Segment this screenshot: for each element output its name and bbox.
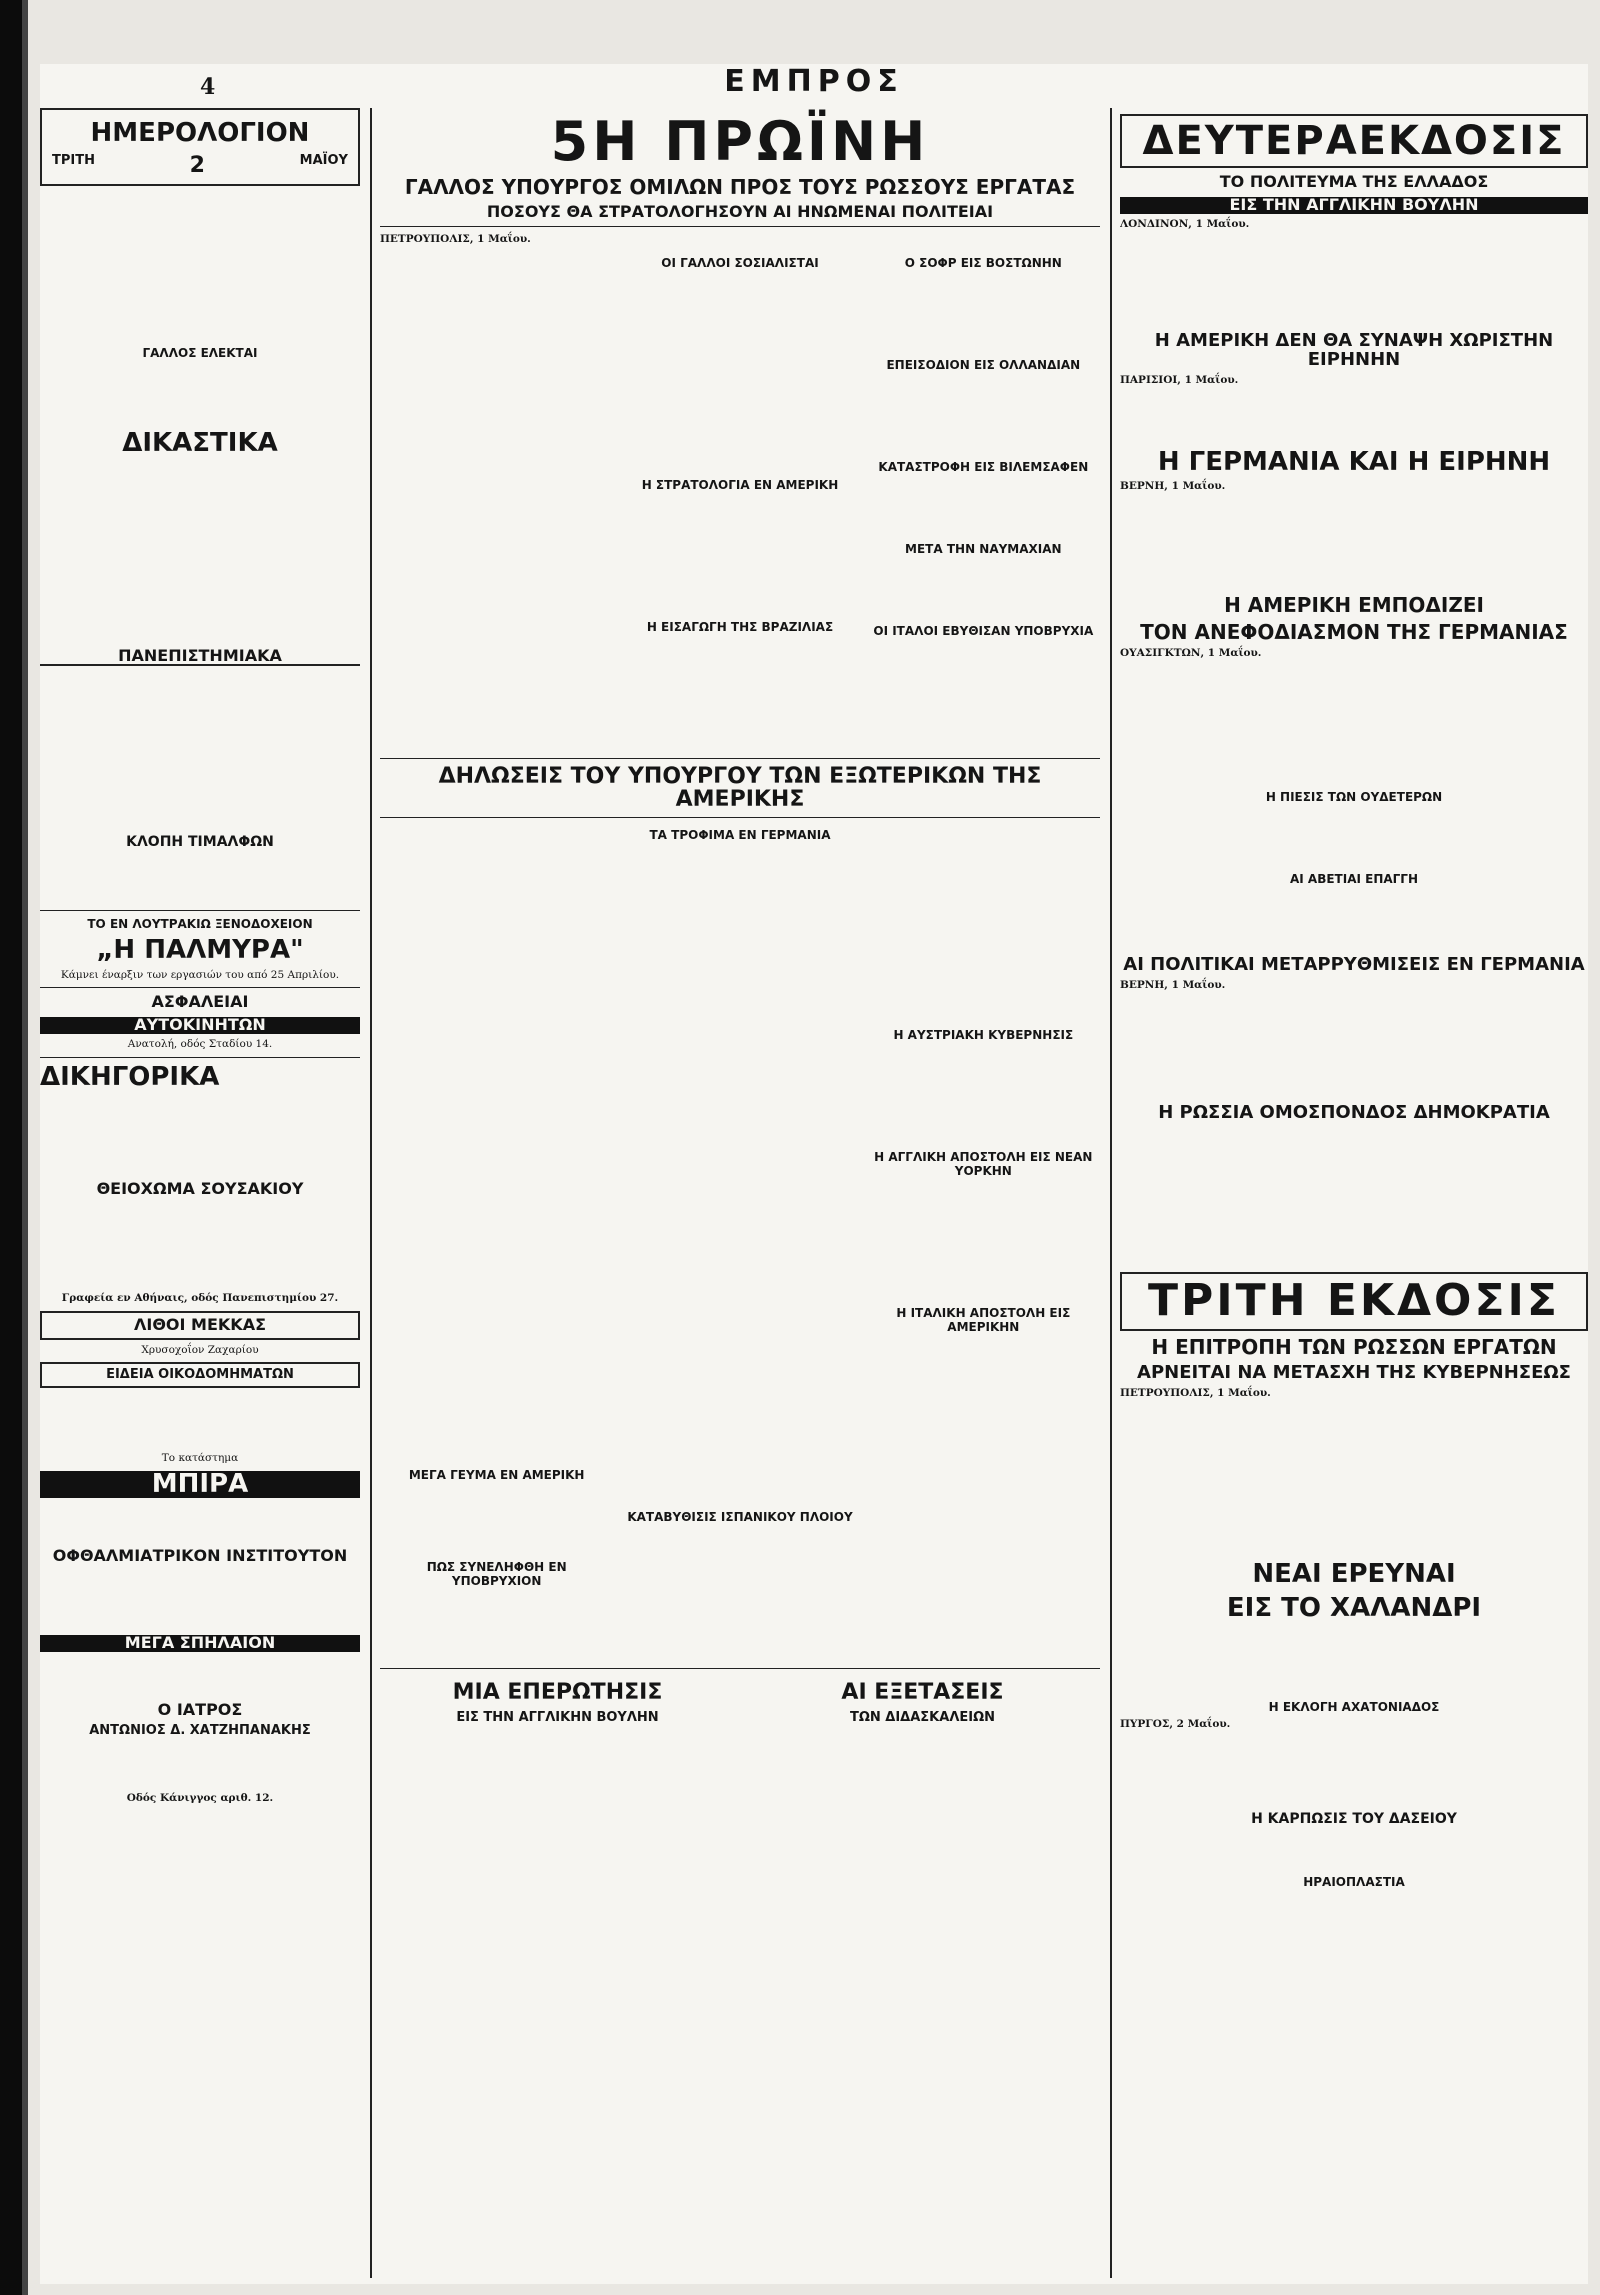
text-block — [623, 274, 856, 474]
small-heading: Ο ΣΟΦΡ ΕΙΣ ΒΟΣΤΩΝΗΝ — [904, 256, 1062, 271]
headline: ΕΙΣ ΤΗΝ ΑΓΓΛΙΚΗΝ ΒΟΥΛΗΝ — [1120, 197, 1588, 214]
ad-text: Γραφεία εν Αθήναις, οδός Πανεπιστημίου 27. — [61, 1291, 339, 1304]
small-heading: ΟΙ ΙΤΑΛΟΙ ΕΒΥΘΙΣΑΝ ΥΠΟΒΡΥΧΙΑ — [873, 624, 1094, 639]
ad-line: ΤΟ ΕΝ ΛΟΥΤΡΑΚΙΩ ΞΕΝΟΔΟΧΕΙΟΝ — [87, 917, 313, 932]
ad-title: ΑΝΤΩΝΙΟΣ Δ. ΧΑΤΖΗΠΑΝΑΚΗΣ — [89, 1723, 311, 1739]
text-block — [1120, 1626, 1588, 1696]
text-block — [867, 274, 1100, 354]
subheadline: ΕΙΣ ΤΗΝ ΑΓΓΛΙΚΗΝ ΒΟΥΛΗΝ — [456, 1709, 659, 1725]
calendar-box — [40, 108, 360, 186]
calendar-date — [46, 151, 354, 180]
text-block — [380, 824, 613, 1464]
text-block — [40, 1095, 360, 1175]
column-rule — [370, 108, 372, 2278]
section-heading: ΠΑΝΕΠΙΣΤΗΜΙΑΚΑ — [40, 648, 360, 667]
right-column — [1120, 108, 1588, 2278]
small-heading: Η ΣΤΡΑΤΟΛΟΓΙΑ ΕΝ ΑΜΕΡΙΚΗ — [641, 478, 839, 493]
text-block — [867, 478, 1100, 538]
binding-shadow — [22, 0, 28, 2295]
small-heading: Η ΑΓΓΛΙΚΗ ΑΠΟΣΤΟΛΗ ΕΙΣ ΝΕΑΝ ΥΟΡΚΗΝ — [874, 1150, 1093, 1179]
headline: Η ΑΜΕΡΙΚΗ ΔΕΝ ΘΑ ΣΥΝΑΨΗ ΧΩΡΙΣΤΗΝ ΕΙΡΗΝΗΝ — [1154, 330, 1554, 371]
small-heading: ΜΕΤΑ ΤΗΝ ΝΑΥΜΑΧΙΑΝ — [905, 542, 1062, 557]
subheadline: ΠΟΣΟΥΣ ΘΑ ΣΤΡΑΤΟΛΟΓΗΣΟΥΝ ΑΙ ΗΝΩΜΕΝΑΙ ΠΟΛΙΤΕΙΑΙ — [486, 201, 994, 221]
calendar-title: ΗΜΕΡΟΛΟΓΙΟΝ — [90, 118, 310, 148]
text-block — [40, 364, 360, 424]
small-heading: ΚΑΤΑΒΥΘΙΣΙΣ ΙΣΠΑΝΙΚΟΥ ΠΛΟΙΟΥ — [627, 1510, 853, 1525]
headline: ΑΡΝΕΙΤΑΙ ΝΑ ΜΕΤΑΣΧΗ ΤΗΣ ΚΥΒΕΡΝΗΣΕΩΣ — [1137, 1361, 1571, 1383]
ad-text: Χρυσοχοΐον Ζαχαρίου — [141, 1343, 259, 1356]
text-block — [867, 824, 1100, 1024]
text-block — [1120, 393, 1588, 443]
ad-text: Το κατάστημα — [161, 1452, 239, 1464]
calendar-num: 2 — [189, 153, 205, 179]
newspaper-page — [40, 64, 1588, 2284]
dateline: ΛΟΝΔΙΝΟΝ, 1 Μαΐου. — [1120, 217, 1250, 230]
small-heading: ΜΕΓΑ ΓΕΥΜΑ ΕΝ ΑΜΕΡΙΚΗ — [408, 1468, 585, 1483]
ad-title: Ο ΙΑΤΡΟΣ — [157, 1699, 243, 1719]
headline: ΑΙ ΠΟΛΙΤΙΚΑΙ ΜΕΤΑΡΡΥΘΜΙΣΕΙΣ ΕΝ ΓΕΡΜΑΝΙΑ — [1123, 953, 1585, 975]
text-block — [40, 1656, 360, 1696]
text-block — [380, 1728, 735, 1858]
text-block — [380, 1486, 613, 1556]
edition-headline: 5Η ΠΡΩΪΝΗ — [550, 110, 930, 173]
small-heading: Η ΠΙΕΣΙΣ ΤΩΝ ΟΥΔΕΤΕΡΩΝ — [1265, 789, 1443, 804]
headline: Η ΓΕΡΜΑΝΙΑ ΚΑΙ Η ΕΙΡΗΝΗ — [1157, 446, 1551, 477]
masthead — [40, 64, 1588, 104]
calendar-day: ΤΡΙΤΗ — [52, 153, 95, 169]
dateline: ΒΕΡΝΗ, 1 Μαΐου. — [1120, 480, 1226, 493]
small-heading: ΑΙ ΑΒΕΤΙΑΙ ΕΠΑΓΓΗ — [1289, 871, 1418, 886]
ad-title: ΔΙΚΗΓΟΡΙΚΑ — [40, 1061, 220, 1092]
text-block — [40, 1502, 360, 1542]
dateline: ΟΥΑΣΙΓΚΤΩΝ, 1 Μαΐου. — [1120, 647, 1262, 660]
ad-title: ΟΦΘΑΛΜΙΑΤΡΙΚΟΝ ΙΝΣΤΙΤΟΥΤΟΝ — [52, 1546, 348, 1566]
text-block — [40, 1742, 360, 1792]
masthead-title: ΕΜΠΡΟΣ — [724, 64, 904, 99]
headline: ΜΙΑ ΕΠΕΡΩΤΗΣΙΣ — [452, 1680, 663, 1706]
small-heading: ΤΑ ΤΡΟΦΙΜΑ ΕΝ ΓΕΡΜΑΝΙΑ — [649, 828, 831, 843]
ad-title: ΕΙΔΕΙΑ ΟΙΚΟΔΟΜΗΜΑΤΩΝ — [40, 1362, 360, 1388]
ad-title: ΑΥΤΟΚΙΝΗΤΩΝ — [40, 1017, 360, 1034]
text-block — [1120, 666, 1588, 786]
text-block — [867, 642, 1100, 702]
binding-edge — [0, 0, 22, 2295]
text-block — [40, 854, 360, 904]
column-rule — [1110, 108, 1112, 2278]
ad-title: ΜΕΓΑ ΣΠΗΛΑΙΟΝ — [40, 1635, 360, 1652]
ad-title: ΑΣΦΑΛΕΙΑΙ — [151, 992, 249, 1012]
text-block — [40, 1392, 360, 1452]
text-block — [40, 1569, 360, 1629]
page-number: 4 — [200, 74, 216, 100]
dateline: ΠΑΡΙΣΙΟΙ, 1 Μαΐου. — [1120, 374, 1239, 387]
edition-headline: ΤΡΙΤΗ ΕΚΔΟΣΙΣ — [1120, 1272, 1588, 1330]
text-block — [1120, 499, 1588, 589]
headline: ΝΕΑΙ ΕΡΕΥΝΑΙ — [1252, 1559, 1456, 1590]
text-block — [1120, 808, 1588, 868]
headline: ΕΙΣ ΤΟ ΧΑΛΑΝΔΡΙ — [1226, 1592, 1482, 1623]
text-block — [1120, 1737, 1588, 1807]
text-block — [867, 1046, 1100, 1146]
footer: ΗΡΑΙΟΠΛΑΣΤΙΑ — [1303, 1874, 1405, 1889]
text-block — [867, 376, 1100, 456]
text-block — [623, 1528, 856, 1598]
text-block — [745, 1728, 1100, 1858]
calendar-month: ΜΑΪΟΥ — [299, 153, 348, 169]
ad-title: „Η ΠΑΛΜΥΡΑ" — [96, 935, 304, 966]
small-heading: ΕΠΕΙΣΟΔΙΟΝ ΕΙΣ ΟΛΛΑΝΔΙΑΝ — [886, 358, 1081, 373]
small-heading: Η ΚΑΡΠΩΣΙΣ ΤΟΥ ΔΑΣΕΙΟΥ — [1251, 1810, 1457, 1827]
headline: Η ΑΜΕΡΙΚΗ ΕΜΠΟΔΙΖΕΙ — [1224, 593, 1484, 618]
small-heading: ΚΑΤΑΣΤΡΟΦΗ ΕΙΣ ΒΙΛΕΜΣΑΦΕΝ — [878, 460, 1089, 475]
headline: ΤΟΝ ΑΝΕΦΟΔΙΑΣΜΟΝ ΤΗΣ ΓΕΡΜΑΝΙΑΣ — [1140, 620, 1568, 645]
dateline: ΒΕΡΝΗ, 1 Μαΐου. — [1120, 978, 1226, 991]
dateline: ΠΕΤΡΟΥΠΟΛΙΣ, 1 Μαΐου. — [1120, 1386, 1271, 1399]
dateline: ΠΕΤΡΟΥΠΟΛΙΣ, 1 Μαΐου. — [380, 233, 531, 246]
edition-headline: ΔΕΥΤΕΡΑΕΚΔΟΣΙΣ — [1120, 114, 1588, 168]
text-block — [380, 252, 613, 752]
section-heading: ΓΑΛΛΟΣ ΕΛΕΚΤΑΙ — [142, 346, 258, 361]
text-block — [40, 462, 360, 642]
headline: ΑΙ ΕΞΕΤΑΣΕΙΣ — [841, 1680, 1004, 1706]
ad-title: ΜΠΙΡΑ — [40, 1471, 360, 1498]
headline: ΓΑΛΛΟΣ ΥΠΟΥΡΓΟΣ ΟΜΙΛΩΝ ΠΡΟΣ ΤΟΥΣ ΡΩΣΣΟΥΣ ΕΡΓΑΤΑΣ — [404, 174, 1076, 199]
text-block — [40, 192, 360, 342]
text-block — [623, 638, 856, 718]
text-block — [1120, 1831, 1588, 1871]
small-heading: Η ΕΙΣΑΓΩΓΗ ΤΗΣ ΒΡΑΖΙΛΙΑΣ — [646, 620, 834, 635]
small-heading: Η ΑΥΣΤΡΙΑΚΗ ΚΥΒΕΡΝΗΣΙΣ — [893, 1028, 1074, 1043]
text-block — [623, 846, 856, 1506]
headline: Η ΡΩΣΣΙΑ ΟΜΟΣΠΟΝΔΟΣ ΔΗΜΟΚΡΑΤΙΑ — [1158, 1101, 1550, 1123]
text-block — [867, 1182, 1100, 1302]
dateline: ΠΥΡΓΟΣ, 2 Μαΐου. — [1120, 1717, 1231, 1730]
text-block — [1120, 1126, 1588, 1266]
text-block — [867, 1338, 1100, 1538]
section-heading: ΚΛΟΠΗ ΤΙΜΑΛΦΩΝ — [126, 834, 274, 851]
text-block — [1120, 236, 1588, 326]
small-heading: Η ΙΤΑΛΙΚΗ ΑΠΟΣΤΟΛΗ ΕΙΣ ΑΜΕΡΙΚΗΝ — [896, 1306, 1071, 1335]
subheadline: ΤΩΝ ΔΙΔΑΣΚΑΛΕΙΩΝ — [849, 1709, 996, 1725]
headline: ΤΟ ΠΟΛΙΤΕΥΜΑ ΤΗΣ ΕΛΛΑΔΟΣ — [1219, 172, 1489, 191]
text-block — [867, 560, 1100, 620]
text-block — [623, 496, 856, 616]
text-block — [1120, 890, 1588, 950]
text-block — [1120, 998, 1588, 1098]
ad-title: ΛΙΘΟΙ ΜΕΚΚΑΣ — [40, 1311, 360, 1340]
left-column — [40, 108, 360, 2278]
ad-text: Οδός Κάνιγγος αριθ. 12. — [126, 1792, 274, 1805]
text-block — [1120, 1405, 1588, 1555]
ad-text: Κάμνει έναρξιν των εργασιών του από 25 Απριλίου. — [60, 968, 340, 981]
small-heading: ΠΩΣ ΣΥΝΕΛΗΦΘΗ ΕΝ ΥΠΟΒΡΥΧΙΟΝ — [426, 1560, 567, 1589]
main-column — [380, 108, 1100, 2278]
small-heading: Η ΕΚΛΟΓΗ ΑΧΑΤΟΝΙΑΔΟΣ — [1268, 1699, 1440, 1714]
headline: Η ΕΠΙΤΡΟΠΗ ΤΩΝ ΡΩΣΣΩΝ ΕΡΓΑΤΩΝ — [1151, 1334, 1557, 1359]
text-block — [380, 1592, 613, 1662]
section-heading: ΔΙΚΑΣΤΙΚΑ — [122, 428, 278, 459]
small-heading: ΟΙ ΓΑΛΛΟΙ ΣΟΣΙΑΛΙΣΤΑΙ — [661, 256, 819, 271]
ad-text: Ανατολή, οδός Σταδίου 14. — [127, 1038, 273, 1051]
text-block — [40, 670, 360, 830]
text-block — [40, 1202, 360, 1292]
headline: ΔΗΛΩΣΕΙΣ ΤΟΥ ΥΠΟΥΡΓΟΥ ΤΩΝ ΕΞΩΤΕΡΙΚΩΝ ΤΗΣ ΑΜΕΡΙΚΗΣ — [438, 764, 1042, 813]
ad-title: ΘΕΙΟΧΩΜΑ ΣΟΥΣΑΚΙΟΥ — [96, 1179, 304, 1199]
